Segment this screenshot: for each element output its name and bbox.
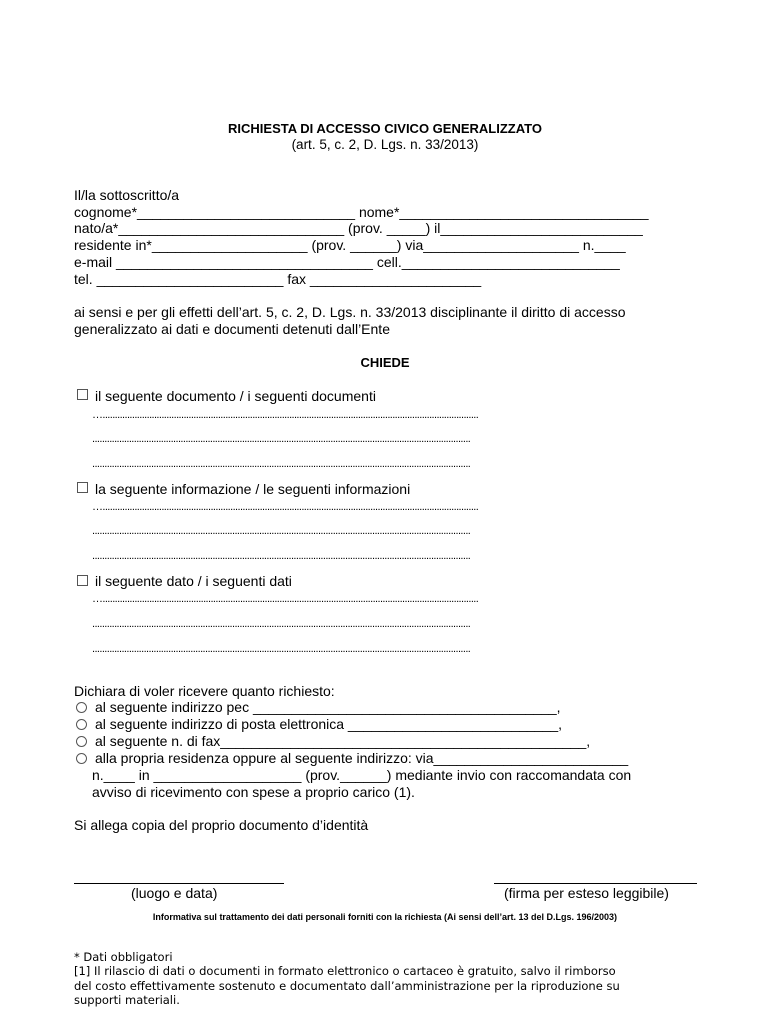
- footnote-1-line-3: supporti materiali.: [74, 993, 180, 1007]
- document-subtitle: (art. 5, c. 2, D. Lgs. n. 33/2013): [291, 137, 479, 152]
- email-cell-line[interactable]: e-mail _________________________________ cell.____________________________: [74, 254, 620, 270]
- data-checkbox[interactable]: [77, 575, 88, 586]
- information-line-1[interactable]: ….........................................................................................................................................................: [92, 501, 479, 513]
- information-option-label: la seguente informazione / le seguenti informazioni: [95, 481, 411, 497]
- information-line-3[interactable]: ..........................................................................................................................................................: [92, 550, 471, 562]
- legal-basis-line-2: generalizzato ai dati e documenti detenuti dall’Ente: [74, 321, 390, 337]
- phone-fax-line[interactable]: tel. ________________________ fax ______________________: [74, 271, 482, 287]
- applicant-intro: Il/la sottoscritto/a: [74, 187, 180, 203]
- mandatory-footnote: * Dati obbligatori: [74, 950, 173, 964]
- documents-checkbox[interactable]: [77, 389, 88, 400]
- place-date-line[interactable]: [74, 883, 284, 884]
- residence-line[interactable]: residente in*____________________ (prov. ______) via____________________ n.____: [74, 237, 626, 253]
- residence-radio[interactable]: [76, 753, 87, 764]
- attachment-note: Si allega copia del proprio documento d’identità: [74, 817, 369, 833]
- documents-option-label: il seguente documento / i seguenti documenti: [95, 388, 376, 404]
- pec-option[interactable]: al seguente indirizzo pec _______________________________________,: [95, 699, 561, 715]
- birth-line[interactable]: nato/a*_____________________________ (prov. _____) il__________________________: [74, 220, 643, 236]
- document-title: RICHIESTA DI ACCESSO CIVICO GENERALIZZATO: [228, 121, 542, 136]
- documents-line-3[interactable]: ..........................................................................................................................................................: [92, 458, 471, 470]
- residence-option-continuation-1[interactable]: n.____ in ___________________ (prov.______) mediante invio con raccomandata con: [92, 767, 632, 783]
- fax-radio[interactable]: [76, 736, 87, 747]
- residence-option[interactable]: alla propria residenza oppure al seguente indirizzo: via_________________________: [95, 750, 629, 766]
- signature-line[interactable]: [494, 883, 697, 884]
- information-checkbox[interactable]: [77, 482, 88, 493]
- data-line-2[interactable]: ..........................................................................................................................................................: [92, 618, 471, 630]
- legal-basis-line-1: ai sensi e per gli effetti dell’art. 5, c. 2, D. Lgs. n. 33/2013 disciplinante il diritto di accesso: [74, 304, 626, 320]
- footnote-1-line-1: [1] Il rilascio di dati o documenti in formato elettronico o cartaceo è gratuito, salvo il rimborso: [74, 964, 616, 978]
- documents-line-1[interactable]: ….........................................................................................................................................................: [92, 409, 479, 421]
- residence-option-continuation-2: avviso di ricevimento con spese a proprio carico (1).: [92, 784, 415, 800]
- fax-option[interactable]: al seguente n. di fax_______________________________________________,: [95, 733, 591, 749]
- surname-name-line[interactable]: cognome*____________________________ nome*________________________________: [74, 204, 649, 220]
- data-line-1[interactable]: ….........................................................................................................................................................: [92, 593, 479, 605]
- documents-line-2[interactable]: ..........................................................................................................................................................: [92, 433, 471, 445]
- email-option[interactable]: al seguente indirizzo di posta elettronica ___________________________,: [95, 716, 563, 732]
- privacy-note: Informativa sul trattamento dei dati personali forniti con la richiesta (Ai sensi dell’art. 13 del D.Lgs. 196/2003): [152, 912, 618, 922]
- data-option-label: il seguente dato / i seguenti dati: [95, 573, 292, 589]
- footnote-1-line-2: del costo effettivamente sostenuto e documentato dall’amministrazione per la riproduzione su: [74, 978, 620, 993]
- email-radio[interactable]: [76, 719, 87, 730]
- place-date-label: (luogo e data): [131, 885, 218, 901]
- signature-label: (firma per esteso leggibile): [504, 885, 669, 901]
- data-line-3[interactable]: ..........................................................................................................................................................: [92, 643, 471, 655]
- pec-radio[interactable]: [76, 702, 87, 713]
- information-line-2[interactable]: ..........................................................................................................................................................: [92, 525, 471, 537]
- request-heading: CHIEDE: [360, 355, 410, 370]
- delivery-intro: Dichiara di voler ricevere quanto richiesto:: [74, 683, 335, 699]
